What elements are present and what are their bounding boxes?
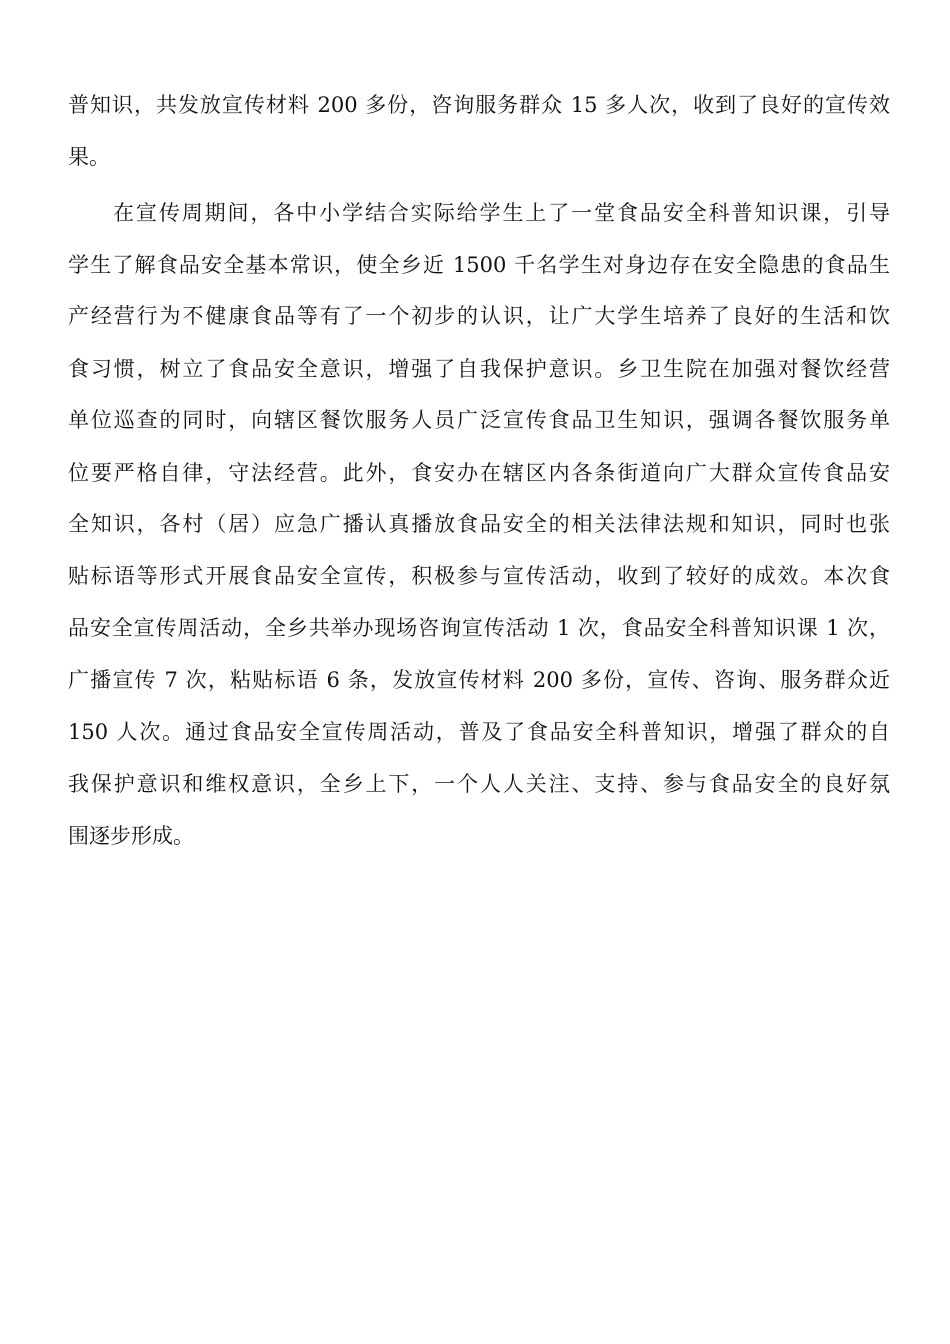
paragraph-2-line-12: 我保护意识和维权意识，全乡上下，一个人人关注、支持、参与食品安全的良好氛 [68, 772, 890, 796]
paragraph-2-line-5: 单位巡查的同时，向辖区餐饮服务人员广泛宣传食品卫生知识，强调各餐饮服务单 [68, 408, 890, 432]
paragraph-2-line-8: 贴标语等形式开展食品安全宣传，积极参与宣传活动，收到了较好的成效。本次食 [68, 564, 890, 588]
paragraph-1-line-2: 果。 [68, 145, 110, 169]
paragraph-2-line-3: 产经营行为不健康食品等有了一个初步的认识，让广大学生培养了良好的生活和饮 [68, 304, 890, 328]
paragraph-2-line-2: 学生了解食品安全基本常识，使全乡近 1500 千名学生对身边存在安全隐患的食品生 [68, 253, 890, 277]
paragraph-2-line-7: 全知识，各村（居）应急广播认真播放食品安全的相关法律法规和知识，同时也张 [68, 512, 890, 536]
paragraph-2-line-4: 食习惯，树立了食品安全意识，增强了自我保护意识。乡卫生院在加强对餐饮经营 [68, 357, 890, 381]
paragraph-2-line-6: 位要严格自律，守法经营。此外，食安办在辖区内各条街道向广大群众宣传食品安 [68, 461, 890, 485]
paragraph-2-line-1: 在宣传周期间，各中小学结合实际给学生上了一堂食品安全科普知识课，引导 [113, 201, 890, 225]
paragraph-2-line-13: 围逐步形成。 [68, 824, 194, 848]
paragraph-1-line-1: 普知识，共发放宣传材料 200 多份，咨询服务群众 15 多人次，收到了良好的宣传效 [68, 93, 890, 117]
paragraph-2-line-9: 品安全宣传周活动，全乡共举办现场咨询宣传活动 1 次，食品安全科普知识课 1 次， [68, 616, 890, 640]
paragraph-2-line-10: 广播宣传 7 次，粘贴标语 6 条，发放宣传材料 200 多份，宣传、咨询、服务群众近 [68, 668, 890, 692]
paragraph-2-line-11: 150 人次。通过食品安全宣传周活动，普及了食品安全科普知识，增强了群众的自 [68, 720, 890, 744]
